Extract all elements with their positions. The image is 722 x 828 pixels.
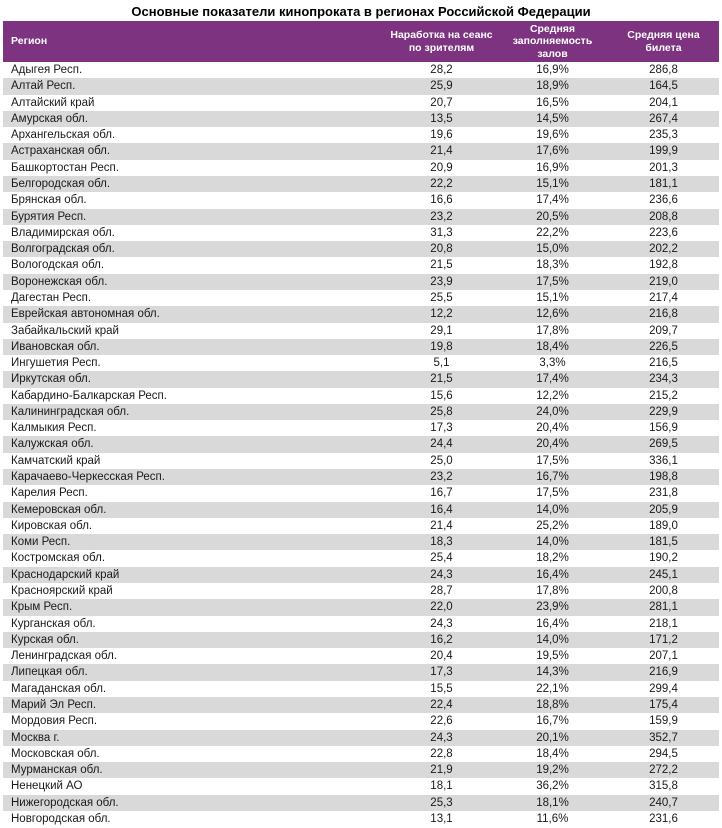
occupancy-cell: 22,1% <box>536 682 569 695</box>
occupancy-cell: 3,3% <box>539 357 566 370</box>
region-cell: Астраханская обл. <box>11 145 111 158</box>
occupancy-cell: 17,5% <box>536 454 569 467</box>
price-cell: 267,4 <box>649 112 678 125</box>
price-cell: 236,6 <box>649 194 678 207</box>
occupancy-cell: 18,1% <box>536 796 569 809</box>
region-cell: Кемеровская обл. <box>11 503 107 516</box>
sessions-cell: 22,0 <box>430 601 453 614</box>
region-cell: Алтайский край <box>11 96 95 109</box>
region-cell: Краснодарский край <box>11 568 120 581</box>
region-cell: Костромская обл. <box>11 552 106 565</box>
sessions-cell: 21,4 <box>430 145 453 158</box>
table-row <box>3 192 719 208</box>
table-body <box>3 62 719 827</box>
sessions-cell: 17,3 <box>430 422 453 435</box>
occupancy-cell: 16,4% <box>536 617 569 630</box>
region-cell: Владимирская обл. <box>11 226 115 239</box>
price-cell: 229,9 <box>649 405 678 418</box>
table-row <box>3 323 719 339</box>
price-cell: 181,5 <box>649 536 678 549</box>
price-cell: 294,5 <box>649 747 678 760</box>
table-row <box>3 632 719 648</box>
table-row <box>3 664 719 680</box>
region-cell: Иркутская обл. <box>11 373 91 386</box>
sessions-cell: 20,7 <box>430 96 453 109</box>
table-row <box>3 420 719 436</box>
sessions-cell: 25,0 <box>430 454 453 467</box>
region-cell: Кировская обл. <box>11 519 93 532</box>
table-row <box>3 176 719 192</box>
price-cell: 286,8 <box>649 64 678 76</box>
region-cell: Красноярский край <box>11 585 113 597</box>
region-cell: Камчатский край <box>11 454 101 467</box>
region-cell: Волгоградская обл. <box>11 243 115 256</box>
region-cell: Белгородская обл. <box>11 177 111 190</box>
occupancy-cell: 20,4% <box>536 438 569 451</box>
region-cell: Вологодская обл. <box>11 259 105 272</box>
region-cell: Курганская обл. <box>11 617 96 630</box>
price-cell: 269,5 <box>649 438 678 451</box>
occupancy-cell: 25,2% <box>536 519 569 532</box>
price-cell: 240,7 <box>649 796 678 809</box>
region-cell: Амурская обл. <box>11 112 88 125</box>
table-header <box>3 21 719 62</box>
table-row <box>3 436 719 452</box>
price-cell: 199,9 <box>649 145 678 158</box>
table-row <box>3 567 719 583</box>
sessions-cell: 16,7 <box>430 487 453 500</box>
occupancy-cell: 18,4% <box>536 340 569 353</box>
region-cell: Воронежская обл. <box>11 275 108 288</box>
sessions-cell: 24,4 <box>430 438 453 451</box>
region-cell: Крым Респ. <box>11 601 73 614</box>
region-cell: Нижегородская обл. <box>11 796 119 809</box>
table-row <box>3 290 719 306</box>
occupancy-cell: 16,7% <box>536 471 569 484</box>
region-cell: Адыгея Респ. <box>11 64 83 76</box>
region-cell: Ингушетия Респ. <box>11 357 101 370</box>
occupancy-cell: 20,5% <box>536 210 569 223</box>
sessions-cell: 16,6 <box>430 194 453 207</box>
occupancy-cell: 16,4% <box>536 568 569 581</box>
table-row <box>3 811 719 827</box>
table-row <box>3 143 719 159</box>
region-cell: Карелия Респ. <box>11 487 88 500</box>
region-cell: Липецкая обл. <box>11 666 88 679</box>
region-cell: Бурятия Респ. <box>11 210 87 223</box>
region-cell: Курская обл. <box>11 633 79 646</box>
occupancy-cell: 16,9% <box>536 64 569 76</box>
price-cell: 223,6 <box>649 226 678 239</box>
sessions-cell: 24,3 <box>430 568 453 581</box>
price-cell: 189,0 <box>649 519 678 532</box>
sessions-cell: 13,5 <box>430 112 453 125</box>
region-cell: Москва г. <box>11 731 60 744</box>
occupancy-cell: 22,2% <box>536 226 569 239</box>
sessions-cell: 22,6 <box>430 715 453 728</box>
table-row <box>3 111 719 127</box>
sessions-cell: 25,8 <box>430 405 453 418</box>
sessions-cell: 22,8 <box>430 747 453 760</box>
price-cell: 200,8 <box>649 585 678 597</box>
occupancy-cell: 16,5% <box>536 96 569 109</box>
table-row <box>3 583 719 599</box>
occupancy-cell: 11,6% <box>536 812 569 825</box>
region-cell: Архангельская обл. <box>11 129 116 142</box>
sessions-cell: 17,3 <box>430 666 453 679</box>
price-cell: 201,3 <box>649 161 678 174</box>
region-cell: Еврейская автономная обл. <box>11 308 160 321</box>
table-row <box>3 485 719 501</box>
sessions-cell: 25,5 <box>430 291 453 304</box>
sessions-cell: 15,6 <box>430 389 453 402</box>
price-cell: 215,2 <box>649 389 678 402</box>
occupancy-cell: 16,7% <box>536 715 569 728</box>
sessions-cell: 13,1 <box>430 812 453 825</box>
price-cell: 209,7 <box>649 324 678 337</box>
sessions-cell: 15,5 <box>430 682 453 695</box>
region-cell: Мордовия Респ. <box>11 715 98 728</box>
table-row <box>3 730 719 746</box>
table-row <box>3 681 719 697</box>
price-cell: 207,1 <box>649 650 678 663</box>
price-cell: 272,2 <box>649 764 678 777</box>
sessions-cell: 12,2 <box>430 308 453 321</box>
price-cell: 235,3 <box>649 129 678 142</box>
occupancy-cell: 14,5% <box>536 112 569 125</box>
table-row <box>3 453 719 469</box>
price-cell: 156,9 <box>649 422 678 435</box>
price-cell: 198,8 <box>649 471 678 484</box>
price-cell: 204,1 <box>649 96 678 109</box>
table-row <box>3 713 719 729</box>
price-cell: 231,8 <box>649 487 678 500</box>
occupancy-cell: 18,2% <box>536 552 569 565</box>
sessions-cell: 5,1 <box>433 357 450 370</box>
table-row <box>3 274 719 290</box>
occupancy-cell: 12,2% <box>536 389 569 402</box>
table-row <box>3 502 719 518</box>
occupancy-cell: 14,3% <box>536 666 569 679</box>
region-cell: Кабардино-Балкарская Респ. <box>11 389 167 402</box>
price-cell: 171,2 <box>649 633 678 646</box>
table-row <box>3 746 719 762</box>
occupancy-cell: 17,8% <box>536 585 569 597</box>
table-row <box>3 339 719 355</box>
price-cell: 164,5 <box>649 80 678 93</box>
region-cell: Башкортостан Респ. <box>11 161 119 174</box>
sessions-cell: 18,1 <box>430 780 453 793</box>
occupancy-cell: 19,6% <box>536 129 569 142</box>
table-row <box>3 404 719 420</box>
sessions-cell: 29,1 <box>430 324 453 337</box>
price-cell: 216,8 <box>649 308 678 321</box>
region-cell: Новгородская обл. <box>11 812 111 825</box>
price-cell: 352,7 <box>649 731 678 744</box>
column-header-sessions: Наработка на сеанс по зрителям <box>386 21 497 62</box>
price-cell: 175,4 <box>649 698 678 711</box>
price-cell: 219,0 <box>649 275 678 288</box>
table-row <box>3 306 719 322</box>
sessions-cell: 21,4 <box>430 519 453 532</box>
table-row <box>3 550 719 566</box>
region-cell: Московская обл. <box>11 747 100 760</box>
column-header-region: Регион <box>3 21 386 62</box>
table-row <box>3 257 719 273</box>
sessions-cell: 20,9 <box>430 161 453 174</box>
region-cell: Калужская обл. <box>11 438 94 451</box>
sessions-cell: 24,3 <box>430 731 453 744</box>
sessions-cell: 18,3 <box>430 536 453 549</box>
occupancy-cell: 16,9% <box>536 161 569 174</box>
occupancy-cell: 18,4% <box>536 747 569 760</box>
price-cell: 159,9 <box>649 715 678 728</box>
price-cell: 299,4 <box>649 682 678 695</box>
sessions-cell: 20,4 <box>430 650 453 663</box>
occupancy-cell: 17,4% <box>536 373 569 386</box>
price-cell: 281,1 <box>649 601 678 614</box>
occupancy-cell: 15,1% <box>536 177 569 190</box>
table-row <box>3 95 719 111</box>
sessions-cell: 21,5 <box>430 259 453 272</box>
price-cell: 192,8 <box>649 259 678 272</box>
sessions-cell: 23,2 <box>430 471 453 484</box>
occupancy-cell: 18,9% <box>536 80 569 93</box>
region-cell: Марий Эл Респ. <box>11 698 97 711</box>
sessions-cell: 25,3 <box>430 796 453 809</box>
price-cell: 336,1 <box>649 454 678 467</box>
region-cell: Калмыкия Респ. <box>11 422 97 435</box>
sessions-cell: 23,9 <box>430 275 453 288</box>
occupancy-cell: 18,3% <box>536 259 569 272</box>
sessions-cell: 19,8 <box>430 340 453 353</box>
table-row <box>3 127 719 143</box>
table-row <box>3 225 719 241</box>
table-row <box>3 371 719 387</box>
occupancy-cell: 15,1% <box>536 291 569 304</box>
price-cell: 217,4 <box>649 291 678 304</box>
sessions-cell: 24,3 <box>430 617 453 630</box>
table-row <box>3 616 719 632</box>
region-cell: Дагестан Респ. <box>11 291 92 304</box>
occupancy-cell: 19,5% <box>536 650 569 663</box>
table-row <box>3 241 719 257</box>
column-header-ticket-price: Средняя цена билета <box>608 21 719 62</box>
sessions-cell: 19,6 <box>430 129 453 142</box>
sessions-cell: 16,2 <box>430 633 453 646</box>
sessions-cell: 16,4 <box>430 503 453 516</box>
price-cell: 231,6 <box>649 812 678 825</box>
table-row <box>3 762 719 778</box>
price-cell: 234,3 <box>649 373 678 386</box>
table-row <box>3 534 719 550</box>
sessions-cell: 23,2 <box>430 210 453 223</box>
price-cell: 216,9 <box>649 666 678 679</box>
sessions-cell: 22,4 <box>430 698 453 711</box>
column-header-occupancy: Средняя заполняемость залов <box>497 21 608 62</box>
occupancy-cell: 17,8% <box>536 324 569 337</box>
table-row <box>3 778 719 794</box>
occupancy-cell: 19,2% <box>536 764 569 777</box>
page-title: Основные показатели кинопроката в регионах Российской Федерации <box>131 4 591 19</box>
occupancy-cell: 24,0% <box>536 405 569 418</box>
occupancy-cell: 14,0% <box>536 503 569 516</box>
occupancy-cell: 36,2% <box>536 780 569 793</box>
sessions-cell: 22,2 <box>430 177 453 190</box>
price-cell: 218,1 <box>649 617 678 630</box>
sessions-cell: 25,9 <box>430 80 453 93</box>
table-row <box>3 518 719 534</box>
table-row <box>3 648 719 664</box>
table-row <box>3 355 719 371</box>
table-row <box>3 469 719 485</box>
table-row <box>3 160 719 176</box>
table-row <box>3 78 719 94</box>
occupancy-cell: 12,6% <box>536 308 569 321</box>
price-cell: 315,8 <box>649 780 678 793</box>
table-row <box>3 795 719 811</box>
cinema-indicators-table <box>3 21 719 827</box>
occupancy-cell: 15,0% <box>536 243 569 256</box>
occupancy-cell: 20,1% <box>536 731 569 744</box>
occupancy-cell: 17,5% <box>536 275 569 288</box>
occupancy-cell: 17,6% <box>536 145 569 158</box>
price-cell: 208,8 <box>649 210 678 223</box>
sessions-cell: 25,4 <box>430 552 453 565</box>
region-cell: Ивановская обл. <box>11 340 100 353</box>
sessions-cell: 21,9 <box>430 764 453 777</box>
region-cell: Алтай Респ. <box>11 80 76 93</box>
region-cell: Коми Респ. <box>11 536 71 549</box>
price-cell: 226,5 <box>649 340 678 353</box>
region-cell: Ненецкий АО <box>11 780 83 793</box>
occupancy-cell: 17,4% <box>536 194 569 207</box>
occupancy-cell: 18,8% <box>536 698 569 711</box>
sessions-cell: 21,5 <box>430 373 453 386</box>
table-row <box>3 697 719 713</box>
sessions-cell: 31,3 <box>430 226 453 239</box>
price-cell: 245,1 <box>649 568 678 581</box>
sessions-cell: 28,7 <box>430 585 453 597</box>
occupancy-cell: 14,0% <box>536 536 569 549</box>
occupancy-cell: 23,9% <box>536 601 569 614</box>
region-cell: Магаданская обл. <box>11 682 107 695</box>
table-row <box>3 62 719 78</box>
region-cell: Мурманская обл. <box>11 764 103 777</box>
region-cell: Ленинградская обл. <box>11 650 117 663</box>
region-cell: Брянская обл. <box>11 194 87 207</box>
occupancy-cell: 17,5% <box>536 487 569 500</box>
region-cell: Карачаево-Черкесская Респ. <box>11 471 165 484</box>
price-cell: 202,2 <box>649 243 678 256</box>
occupancy-cell: 14,0% <box>536 633 569 646</box>
region-cell: Калининградская обл. <box>11 405 130 418</box>
region-cell: Забайкальский край <box>11 324 119 337</box>
occupancy-cell: 20,4% <box>536 422 569 435</box>
price-cell: 205,9 <box>649 503 678 516</box>
price-cell: 181,1 <box>649 177 678 190</box>
header-row <box>3 21 719 62</box>
sessions-cell: 28,2 <box>430 64 453 76</box>
price-cell: 190,2 <box>649 552 678 565</box>
sessions-cell: 20,8 <box>430 243 453 256</box>
table-row <box>3 599 719 615</box>
price-cell: 216,5 <box>649 357 678 370</box>
table-row <box>3 209 719 225</box>
table-row <box>3 388 719 404</box>
